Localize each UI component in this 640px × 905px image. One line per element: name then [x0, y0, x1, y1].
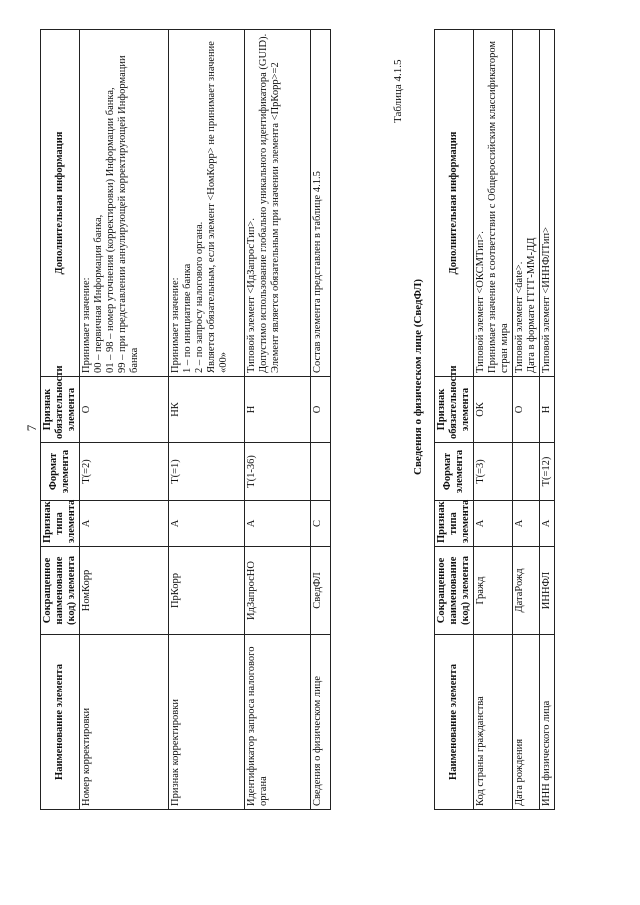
info-line: Типовой элемент <ОКСМТип>.	[475, 231, 486, 373]
cell-type: А	[513, 501, 540, 547]
info-line: Элемент является обязательным при значении элемента <ПрКорр>=2	[270, 62, 281, 373]
cell-format: T(=1)	[169, 443, 245, 501]
table-row	[80, 30, 169, 810]
cell-name: Номер корректировки	[80, 635, 169, 810]
cell-info	[540, 30, 555, 377]
cell-info	[80, 30, 169, 377]
cell-code: Гражд	[474, 547, 513, 635]
info-line: Принимает значение:	[81, 277, 92, 373]
cell-code: ИдЗапросНО	[245, 547, 311, 635]
header-element-format: Формат элемента	[41, 443, 80, 501]
header-element-name: Наименование элемента	[41, 635, 80, 810]
info-line: 2 – по запросу налогового органа.	[194, 221, 205, 373]
header-element-name: Наименование элемента	[435, 635, 474, 810]
info-line: 99 – при представлении аннулирующей корректирующей Информации банка	[117, 55, 140, 373]
cell-required: О	[311, 377, 331, 443]
cell-code: НомКорр	[80, 547, 169, 635]
cell-format	[513, 443, 540, 501]
cell-name: Сведения о физическом лице	[311, 635, 331, 810]
info-line: Принимает значение в соответствии с Общероссийским классификатором стран мира	[487, 40, 510, 373]
header-additional-info: Дополнительная информация	[435, 30, 474, 377]
cell-info	[311, 30, 331, 377]
cell-format: T(=3)	[474, 443, 513, 501]
info-line: Является обязательным, если элемент <НомКорр> не принимает значение «00»	[206, 41, 229, 373]
info-line: Типовой элемент <ИННФЛТип>	[541, 227, 552, 373]
cell-name: ИНН физического лица	[540, 635, 555, 810]
cell-info	[513, 30, 540, 377]
page-number: 7	[24, 424, 39, 432]
cell-code: ДатаРожд	[513, 547, 540, 635]
cell-code: ПрКорр	[169, 547, 245, 635]
table-row	[540, 30, 555, 810]
cell-format: T(=12)	[540, 443, 555, 501]
info-line: 00 – первичная Информация банка,	[93, 214, 104, 373]
cell-type: А	[474, 501, 513, 547]
table-row	[245, 30, 311, 810]
cell-required: НК	[169, 377, 245, 443]
header-element-format: Формат элемента	[435, 443, 474, 501]
info-line: Типовой элемент <ИдЗапросТип>.	[246, 218, 257, 373]
cell-required: Н	[540, 377, 555, 443]
cell-code: ИННФЛ	[540, 547, 555, 635]
header-additional-info: Дополнительная информация	[41, 30, 80, 377]
cell-info	[169, 30, 245, 377]
table-row	[311, 30, 331, 810]
header-element-code: Сокращенное наименование (код) элемента	[41, 547, 80, 635]
cell-type: С	[311, 501, 331, 547]
info-line: Допустимо использование глобально уникального идентификатора (GUID).	[258, 33, 269, 373]
table-caption: Сведения о физическом лице (СведФЛ)	[412, 278, 424, 475]
table-row	[169, 30, 245, 810]
table-row	[513, 30, 540, 810]
table-row	[474, 30, 513, 810]
cell-type: А	[540, 501, 555, 547]
header-element-type: Признак типа элемента	[41, 501, 80, 547]
cell-name: Дата рождения	[513, 635, 540, 810]
cell-type: А	[169, 501, 245, 547]
table-number: Таблица 4.1.5	[392, 59, 404, 123]
cell-info	[474, 30, 513, 377]
info-line: Дата в формате ГГГГ-ММ-ДД	[526, 237, 537, 373]
info-line: 1 – по инициативе банка	[182, 263, 193, 373]
header-element-type: Признак типа элемента	[435, 501, 474, 547]
individual-info-table	[434, 29, 555, 810]
cell-info	[245, 30, 311, 377]
cell-name: Код страны гражданства	[474, 635, 513, 810]
cell-format: T(1-36)	[245, 443, 311, 501]
cell-required: Н	[245, 377, 311, 443]
cell-type: А	[80, 501, 169, 547]
info-line: Состав элемента представлен в таблице 4.1.5	[312, 171, 323, 373]
header-element-required: Признак обязательности элемента	[435, 377, 474, 443]
info-line: Типовой элемент <date>.	[514, 261, 525, 373]
cell-required: О	[513, 377, 540, 443]
elements-table	[40, 29, 331, 810]
cell-required: О	[80, 377, 169, 443]
header-element-required: Признак обязательности элемента	[41, 377, 80, 443]
cell-code: СведФЛ	[311, 547, 331, 635]
header-element-code: Сокращенное наименование (код) элемента	[435, 547, 474, 635]
cell-format: T(=2)	[80, 443, 169, 501]
table-header-row	[41, 30, 80, 810]
cell-name: Признак корректировки	[169, 635, 245, 810]
info-line: Принимает значение:	[170, 277, 181, 373]
cell-format	[311, 443, 331, 501]
cell-name: Идентификатор запроса налогового органа	[245, 635, 311, 810]
info-line: 01 – 98 – номер уточнения (корректировки) Информации банка,	[105, 87, 116, 373]
cell-required: ОК	[474, 377, 513, 443]
table-header-row	[435, 30, 474, 810]
cell-type: А	[245, 501, 311, 547]
